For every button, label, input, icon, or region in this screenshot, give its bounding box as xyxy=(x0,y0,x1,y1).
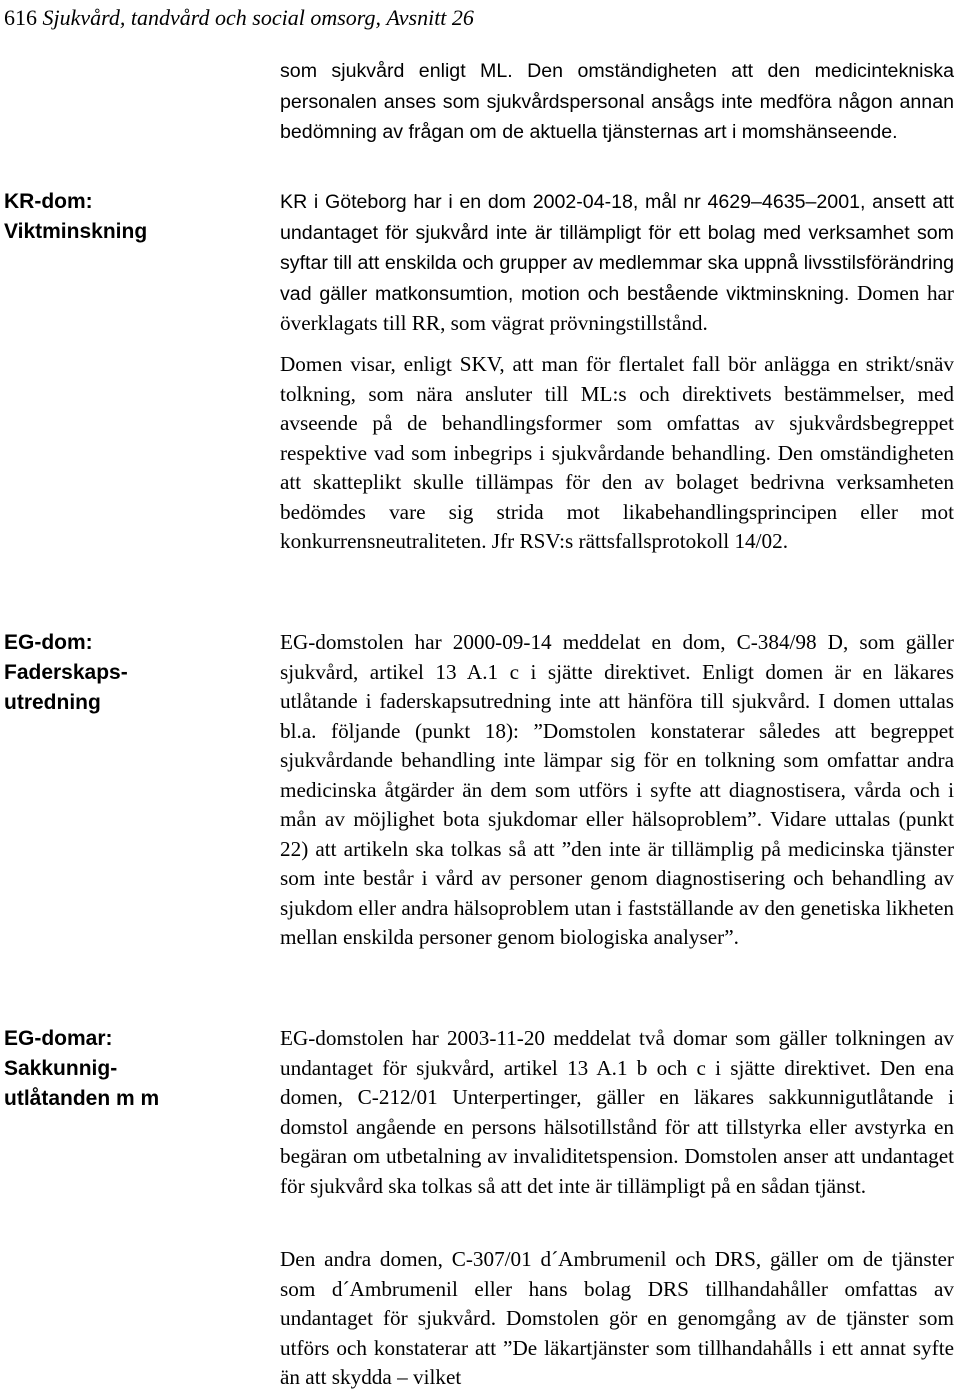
margin-note-line: utredning xyxy=(4,691,101,714)
margin-note-line: EG-domar: xyxy=(4,1027,113,1050)
paragraph-text-sans: som sjukvård enligt ML. Den omständigheten att den medicintekniska personalen anses som sjukvårdspersonal ansågs inte medföra någon annan bedömning av frågan om de aktuella tjänsternas art i momshänseende. xyxy=(280,60,954,143)
paragraph-text-serif: Den andra domen, C-307/01 d´Ambrumenil och DRS, gäller om de tjänster som d´Ambrumenil eller hans bolag DRS tillhandahåller omfattas av undantaget för sjukvård. Domstolen gör en genomgång av de tjänster som utförs och konstaterar att ”De läkartjänster som tillhandahålls i ett annat syfte än att skydda – vilket xyxy=(280,1247,954,1389)
paragraph-text-serif: EG-domstolen har 2003-11-20 meddelat två domar som gäller tolkningen av undantaget för sjukvård, artikel 13 A.1 b och c i sjätte direktivet. Den ena domen, C-212/01 Unterpertinger, gäller en läkares sakkunnigutlåtande i domstol angående en persons hälsotillstånd för att tillstyrka eller avstyrka en begäran om utbetalning av invaliditetspension. Domstolen anser att undantaget för sjukvård ska tolkas så att det inte är tillämpligt på en sådan tjänst. xyxy=(280,1026,954,1198)
margin-note-line: EG-dom: xyxy=(4,631,93,654)
paragraph-1 xyxy=(280,56,954,148)
margin-note-line: Sakkunnig- xyxy=(4,1057,118,1080)
paragraph-6 xyxy=(280,1245,954,1393)
margin-note-eg-domar xyxy=(4,1024,194,1114)
paragraph-4 xyxy=(280,628,954,953)
margin-note-kr-dom xyxy=(4,187,194,247)
book-title: Sjukvård, tandvård och social omsorg, xyxy=(42,5,382,30)
paragraph-text-serif: EG-domstolen har 2000-09-14 meddelat en dom, C-384/98 D, som gäller sjukvård, artikel 13 A.1 c i sjätte direktivet. Enligt domen är en läkares utlåtande i faderskapsutredning inte att hänföra till sjukvård. I domen uttalas bl.a. följande (punkt 18): ”Domstolen konstaterar således att begreppet sjukvårdande behandling inte lämpar sig för en tolkning som omfattar andra medicinska åtgärder än dem som utförs i syfte att diagnostisera, vårda och i mån av möjlighet bota sjukdomar eller hälsoproblem”. Vidare uttalas (punkt 22) att artikeln ska tolkas så att ”den inte är tillämplig på medicinska tjänster som inte består i vård av personer genom diagnostisering och behandling av sjukdom eller andra hälsoproblem utan i fastställande av den genetiska likheten mellan enskilda personer genom biologiska analyser”. xyxy=(280,630,954,949)
margin-note-line: utlåtanden m m xyxy=(4,1087,160,1110)
margin-note-line: Viktminskning xyxy=(4,220,148,243)
margin-note-line: Faderskaps- xyxy=(4,661,128,684)
section-label: Avsnitt 26 xyxy=(386,5,474,30)
margin-note-eg-dom xyxy=(4,628,194,718)
paragraph-text-sans: KR i Göteborg har i en dom 2002-04-18, mål nr 4629–4635–2001, ansett att undantaget för sjukvård inte är tillämpligt för ett bolag med verksamhet som syftar till att enskilda och grupper av medlemmar ska uppnå livsstilsförändring vad gäller matkonsumtion, motion och bestående viktminskning. xyxy=(280,191,954,305)
page-header xyxy=(4,4,474,32)
page-number: 616 xyxy=(4,5,37,30)
paragraph-text-serif: Domen visar, enligt SKV, att man för flertalet fall bör anlägga en strikt/snäv tolkning, som nära ansluter till ML:s och direktivets bestämmelser, med avseende på de behandlingsformer som omfattas av sjukvårdsbegreppet respektive vad som inbegrips i sjukvårdande behandling. Den omständigheten att skatteplikt skulle tillämpas för den av bolaget bedrivna verksamheten bedömdes vare sig strida mot likabehandlingsprincipen eller mot konkurrensneutraliteten. Jfr RSV:s rättsfallsprotokoll 14/02. xyxy=(280,352,954,553)
paragraph-3 xyxy=(280,350,954,557)
paragraph-5 xyxy=(280,1024,954,1201)
paragraph-text-serif: Domen har överklagats till RR, som vägrat prövningstillstånd. xyxy=(280,280,954,335)
paragraph-2 xyxy=(280,187,954,339)
margin-note-line: KR-dom: xyxy=(4,190,93,213)
